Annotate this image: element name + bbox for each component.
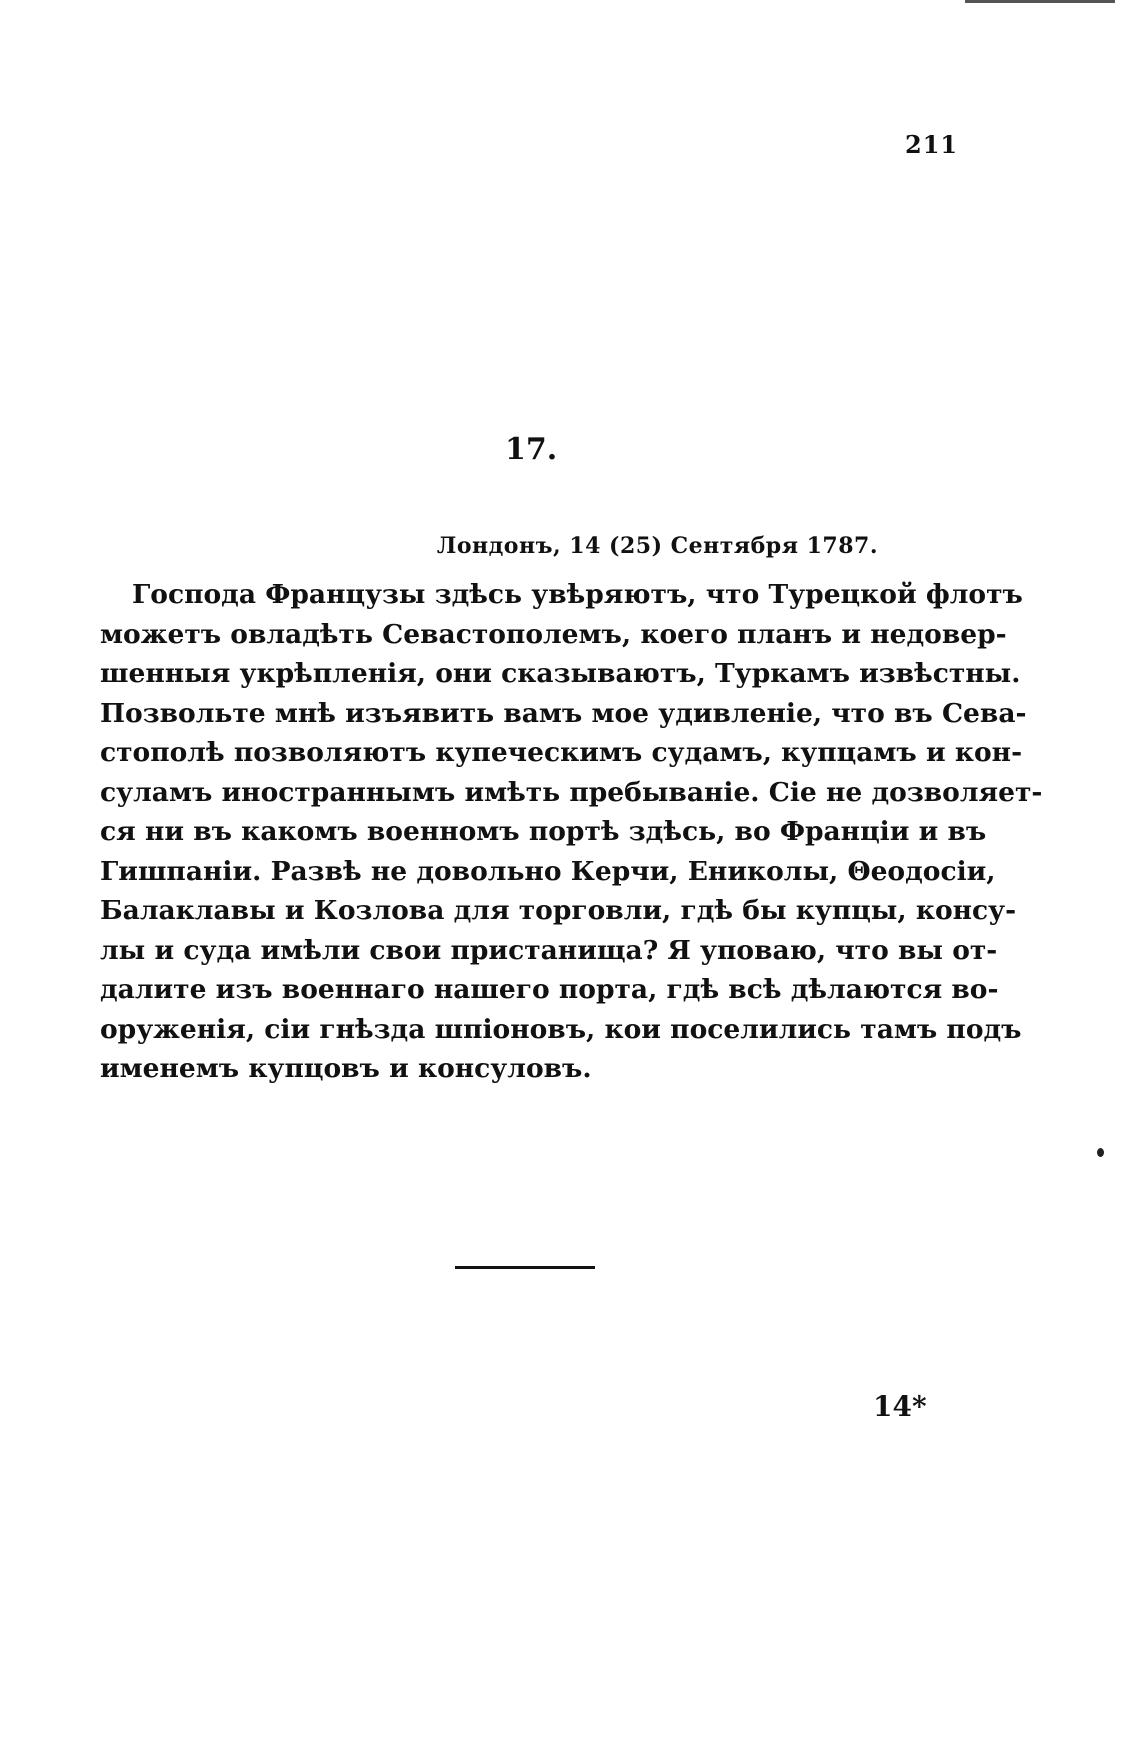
signature-mark: 14*: [873, 1390, 927, 1423]
body-line: Господа Французы здѣсь увѣряютъ, что Турецкой флотъ: [132, 579, 1023, 610]
page-number: 211: [905, 130, 959, 159]
body-line: можетъ овладѣть Севастополемъ, коего планъ и недовер-: [100, 618, 1007, 650]
body-line: далите изъ военнаго нашего порта, гдѣ всѣ дѣлаются во-: [100, 974, 999, 1005]
body-line: ся ни въ какомъ военномъ портѣ здѣсь, во Франціи и въ: [100, 816, 987, 847]
letter-number: 17.: [505, 432, 558, 467]
body-line: стополѣ позволяютъ купеческимъ судамъ, купцамъ и кон-: [100, 737, 1023, 768]
body-line: шенныя укрѣпленія, они сказываютъ, Туркамъ извѣстны.: [100, 658, 1021, 689]
scan-speck: [1097, 1148, 1104, 1157]
body-line: Балаклавы и Козлова для торговли, гдѣ бы купцы, консу-: [100, 895, 1017, 926]
dateline: Лондонъ, 14 (25) Сентября 1787.: [436, 533, 878, 559]
body-line: лы и суда имѣли свои пристанища? Я уповаю, что вы от-: [100, 934, 998, 966]
body-line: оруженія, сіи гнѣзда шпіоновъ, кои поселились тамъ подъ: [100, 1013, 1022, 1045]
body-line: Позвольте мнѣ изъявить вамъ мое удивленіе, что въ Сева-: [100, 697, 1027, 729]
section-divider: [455, 1266, 595, 1269]
body-line: Гишпаніи. Развѣ не довольно Керчи, Еникoлы, Θеодосіи,: [100, 855, 996, 887]
scan-edge-line: [965, 0, 1115, 3]
body-line: суламъ иностраннымъ имѣть пребываніе. Сіе не дозволяет-: [100, 776, 1043, 808]
letter-body: [100, 575, 1043, 1089]
body-line: именемъ купцовъ и консуловъ.: [100, 1053, 592, 1084]
